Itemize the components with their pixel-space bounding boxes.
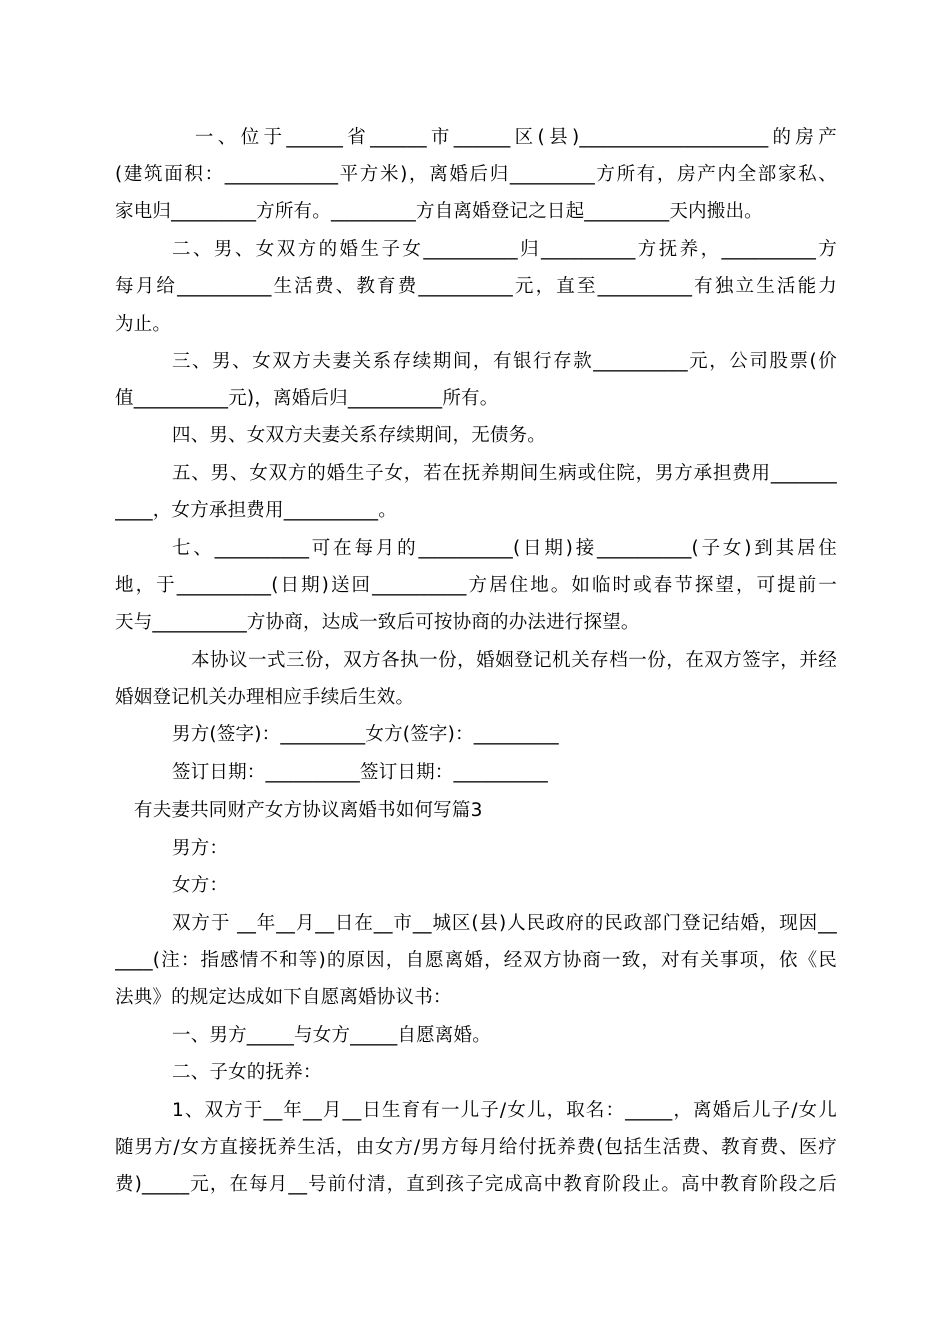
section-title: 有夫妻共同财产女方协议离婚书如何写篇3 xyxy=(134,800,483,821)
child-support-line-1: 1、双方于__年__月__日生育有一儿子/女儿，取名：_____，离婚后儿子/女儿 xyxy=(172,1100,837,1121)
copies-clause-line-2: 婚姻登记机关办理相应手续后生效。 xyxy=(115,687,415,708)
marriage-statement-line-3: 法典》的规定达成如下自愿离婚协议书： xyxy=(115,987,452,1008)
child-support-line-2: 随男方/女方直接抚养生活，由女方/男方每月给付抚养费(包括生活费、教育费、医疗 xyxy=(115,1137,837,1158)
copies-clause-line-1: 本协议一式三份，双方各执一份，婚姻登记机关存档一份，在双方签字，并经 xyxy=(172,650,837,671)
savings-clause-line-2: 值__________元)，离婚后归__________所有。 xyxy=(115,388,499,409)
date-line: 签订日期：__________签订日期：__________ xyxy=(172,762,549,783)
property-clause-line-2: (建筑面积：____________平方米)，离婚后归_________方所有，房产内全部家私、 xyxy=(115,164,837,185)
children-clause-line-1: 二、男、女双方的婚生子女__________归__________方抚养，__________方 xyxy=(172,239,837,260)
woman-party-label: 女方： xyxy=(172,875,229,896)
visitation-clause-line-1: 七、__________可在每月的__________(日期)接__________(子女)到其居住 xyxy=(172,538,837,559)
debt-clause: 四、男、女双方夫妻关系存续期间，无债务。 xyxy=(172,425,547,446)
property-clause-line-1: 一、位于______省______市______区(县)____________________的房产 xyxy=(172,127,837,148)
marriage-statement-line-1: 双方于 __年__月__日在__市__城区(县)人民政府的民政部门登记结婚，现因__ xyxy=(172,913,837,934)
savings-clause-line-1: 三、男、女双方夫妻关系存续期间，有银行存款__________元，公司股票(价 xyxy=(172,351,837,372)
man-party-label: 男方： xyxy=(172,838,229,859)
child-support-line-3: 费)_____元，在每月__号前付清，直到孩子完成高中教育阶段止。高中教育阶段之后 xyxy=(115,1174,837,1195)
signature-line: 男方(签字)：_________女方(签字)：_________ xyxy=(172,724,559,745)
medical-clause-line-2: ____，女方承担费用__________。 xyxy=(115,500,397,521)
children-clause-line-3: 为止。 xyxy=(115,314,172,335)
children-heading: 二、子女的抚养： xyxy=(172,1062,322,1083)
marriage-statement-line-2: ____(注：指感情不和等)的原因，自愿离婚，经双方协商一致，对有关事项，依《民 xyxy=(115,950,837,971)
divorce-clause: 一、男方_____与女方_____自愿离婚。 xyxy=(172,1025,491,1046)
property-clause-line-3: 家电归_________方所有。_________方自离婚登记之日起_________天内搬出。 xyxy=(115,201,763,222)
medical-clause-line-1: 五、男、女双方的婚生子女，若在抚养期间生病或住院，男方承担费用_______ xyxy=(172,463,837,484)
children-clause-line-2: 每月给__________生活费、教育费__________元，直至__________有独立生活能力 xyxy=(115,276,837,297)
visitation-clause-line-3: 天与__________方协商，达成一致后可按协商的办法进行探望。 xyxy=(115,612,640,633)
visitation-clause-line-2: 地，于__________(日期)送回__________方居住地。如临时或春节探望，可提前一 xyxy=(115,575,837,596)
